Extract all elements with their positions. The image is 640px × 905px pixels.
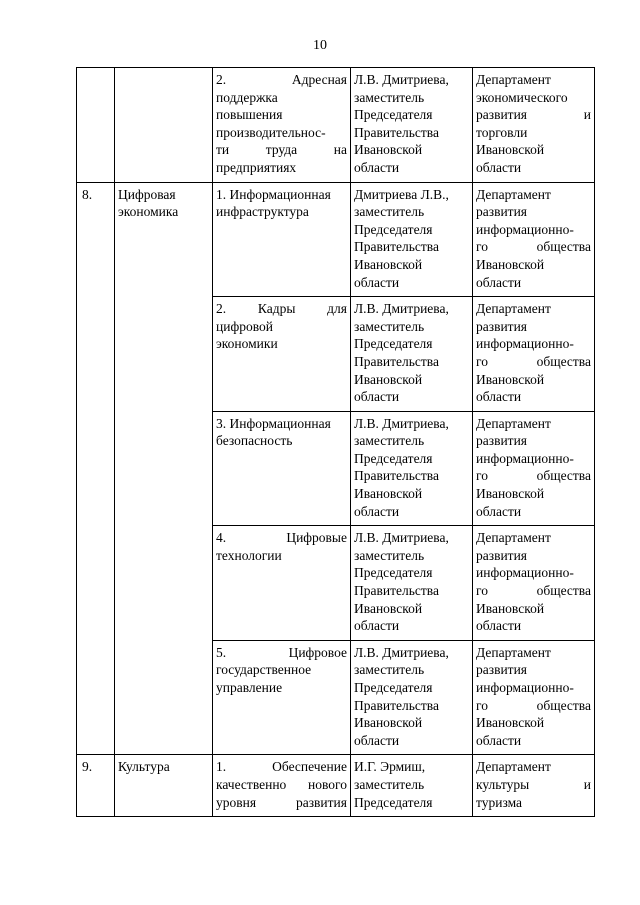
cell-line: го общества — [476, 239, 591, 255]
cell-line: заместитель — [354, 662, 425, 678]
cell-line: Ивановской — [476, 486, 545, 502]
cell-line: Председателя — [354, 221, 433, 237]
cell-line: Департамент — [476, 415, 551, 431]
cell-line: Департамент — [476, 759, 551, 775]
project-cell — [213, 68, 351, 183]
project-cell — [213, 755, 351, 817]
cell-line: Председателя — [354, 794, 433, 810]
cell-line: Ивановской — [354, 600, 423, 616]
cell-line: экономики — [216, 336, 278, 352]
cell-line: заместитель — [354, 547, 425, 563]
cell-line: Правительства — [354, 239, 439, 255]
cell-line: 2. Адресная — [216, 72, 347, 87]
cell-line: информационно- — [476, 565, 574, 581]
area-cell: Цифровая экономика — [115, 182, 213, 755]
cell-line: безопасность — [216, 433, 293, 449]
cell-line: туризма — [476, 794, 523, 810]
cell-line: предприятиях — [216, 159, 297, 175]
cell-line: повышения — [216, 107, 283, 123]
cell-line: Ивановской — [354, 371, 423, 387]
cell-line: Председателя — [354, 107, 433, 123]
cell-line: Ивановской — [476, 715, 545, 731]
cell-line: области — [476, 389, 522, 405]
cell-line: Л.В. Дмитриева, — [354, 72, 449, 87]
project-cell — [213, 411, 351, 526]
cell-line: технологии — [216, 547, 282, 563]
cell-line: области — [476, 274, 522, 290]
cell-line: области — [354, 389, 400, 405]
cell-line: качественно нового — [216, 776, 347, 792]
cell-line: Ивановской — [476, 371, 545, 387]
cell-line: экономического — [476, 89, 568, 105]
cell-line: Ивановской — [354, 142, 423, 158]
cell-line: Председателя — [354, 680, 433, 695]
curator-cell — [351, 640, 473, 755]
cell-line: Л.В. Дмитриева, — [354, 530, 449, 546]
table-row — [77, 182, 595, 297]
cell-line: развития — [476, 662, 528, 678]
curator-cell — [351, 182, 473, 297]
cell-line: Дмитриева Л.В., — [354, 186, 449, 202]
cell-line: области — [476, 503, 522, 519]
cell-line: 3. Информационная — [216, 415, 331, 431]
cell-line: управление — [216, 680, 283, 695]
cell-line: 4. Цифровые — [216, 530, 347, 546]
cell-line: области — [476, 159, 522, 175]
cell-line: Правительства — [354, 583, 439, 599]
cell-line: го общества — [476, 583, 591, 599]
cell-line: Департамент — [476, 530, 551, 546]
area-cell — [115, 68, 213, 183]
page-number: 10 — [313, 38, 327, 53]
project-cell — [213, 640, 351, 755]
curator-cell — [351, 755, 473, 817]
cell-line: уровня развития — [216, 794, 347, 810]
cell-line: Правительства — [354, 697, 439, 713]
cell-line: развития — [476, 433, 528, 449]
cell-line: Ивановской — [476, 256, 545, 272]
cell-line: Департамент — [476, 301, 551, 317]
cell-line: 1. Обеспечение — [216, 759, 347, 775]
cell-line: Председателя — [354, 450, 433, 466]
table-row — [77, 755, 595, 817]
table-row — [77, 68, 595, 183]
department-cell — [473, 68, 595, 183]
cell-line: Департамент — [476, 72, 551, 87]
cell-line: производительнос- — [216, 124, 326, 140]
cell-line: Правительства — [354, 353, 439, 369]
department-cell — [473, 297, 595, 412]
curator-cell — [351, 297, 473, 412]
cell-line: культуры и — [476, 776, 591, 792]
department-cell — [473, 640, 595, 755]
cell-line: Правительства — [354, 124, 439, 140]
row-number-cell: 8. — [77, 182, 115, 755]
cell-line: заместитель — [354, 776, 425, 792]
cell-line: области — [476, 732, 522, 748]
cell-line: информационно- — [476, 336, 574, 352]
cell-line: Л.В. Дмитриева, — [354, 415, 449, 431]
cell-line: Л.В. Дмитриева, — [354, 644, 449, 660]
cell-line: заместитель — [354, 204, 425, 220]
cell-line: Л.В. Дмитриева, — [354, 301, 449, 317]
cell-line: 1. Информационная — [216, 186, 331, 202]
cell-line: Ивановской — [354, 486, 423, 502]
cell-line: области — [476, 618, 522, 634]
cell-line: го общества — [476, 697, 591, 713]
cell-line: развития — [476, 547, 528, 563]
cell-line: торговли — [476, 124, 528, 140]
cell-line: Председателя — [354, 336, 433, 352]
project-cell — [213, 297, 351, 412]
cell-line: области — [354, 159, 400, 175]
cell-line: заместитель — [354, 433, 425, 449]
cell-line: И.Г. Эрмиш, — [354, 759, 426, 775]
cell-line: 5. Цифровое — [216, 644, 347, 660]
cell-line: ти труда на — [216, 142, 347, 158]
cell-line: Ивановской — [476, 600, 545, 616]
project-cell — [213, 182, 351, 297]
cell-line: Ивановской — [476, 142, 545, 158]
cell-line: области — [354, 274, 400, 290]
cell-line: государственное — [216, 662, 312, 678]
cell-line: го общества — [476, 468, 591, 484]
cell-line: 2. Кадры для — [216, 301, 347, 317]
cell-line: развития — [476, 318, 528, 334]
cell-line: информационно- — [476, 450, 574, 466]
department-cell — [473, 411, 595, 526]
cell-line: Ивановской — [354, 715, 423, 731]
cell-line: Ивановской — [354, 256, 423, 272]
cell-line: информационно- — [476, 221, 574, 237]
curator-cell — [351, 411, 473, 526]
cell-line: информационно- — [476, 680, 574, 695]
row-number-cell — [77, 68, 115, 183]
cell-line: заместитель — [354, 89, 425, 105]
curator-cell — [351, 68, 473, 183]
department-cell — [473, 755, 595, 817]
cell-line: Департамент — [476, 186, 551, 202]
cell-line: области — [354, 732, 400, 748]
cell-line: области — [354, 503, 400, 519]
cell-line: развития и — [476, 107, 591, 123]
national-projects-table — [76, 67, 595, 817]
cell-line: области — [354, 618, 400, 634]
cell-line: поддержка — [216, 89, 278, 105]
cell-line: Правительства — [354, 468, 439, 484]
curator-cell — [351, 526, 473, 641]
project-cell — [213, 526, 351, 641]
department-cell — [473, 526, 595, 641]
cell-line: развития — [476, 204, 528, 220]
cell-line: Департамент — [476, 644, 551, 660]
cell-line: го общества — [476, 353, 591, 369]
area-cell: Культура — [115, 755, 213, 817]
row-number-cell: 9. — [77, 755, 115, 817]
cell-line: цифровой — [216, 318, 273, 334]
cell-line: Председателя — [354, 565, 433, 581]
cell-line: инфраструктура — [216, 204, 309, 220]
department-cell — [473, 182, 595, 297]
cell-line: заместитель — [354, 318, 425, 334]
